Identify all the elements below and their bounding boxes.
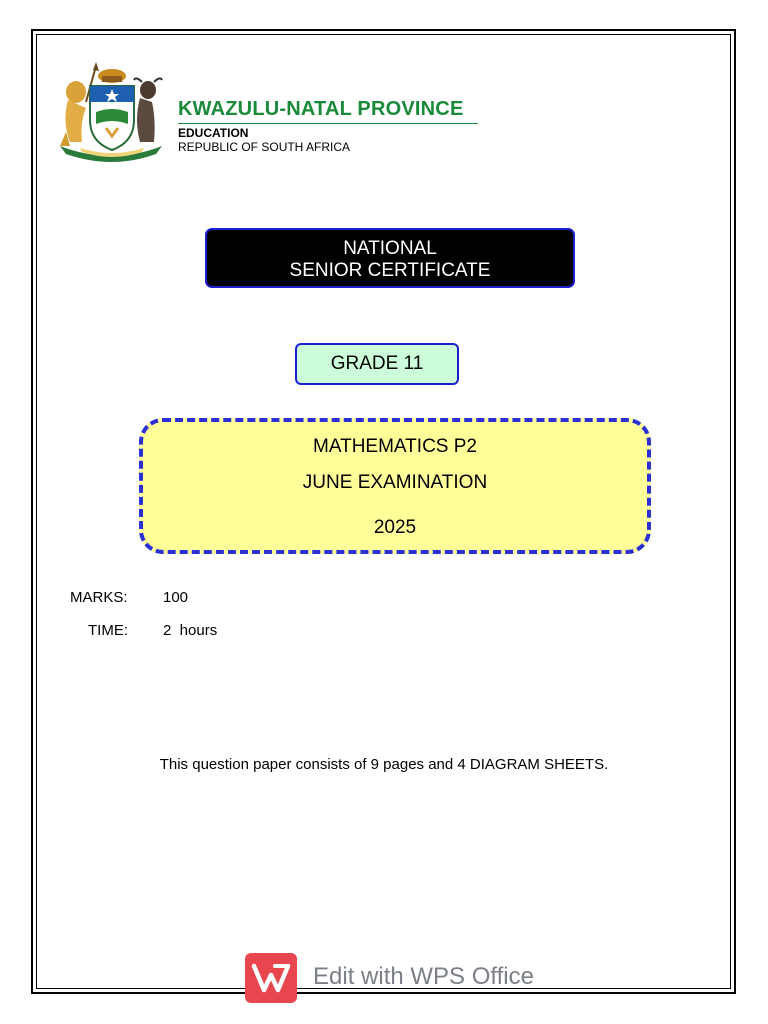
kzn-coat-of-arms-icon [56,62,166,164]
header-divider [178,123,478,124]
wps-edit-link[interactable]: Edit with WPS Office [313,963,534,990]
page-count-note: This question paper consists of 9 pages and 4 DIAGRAM SHEETS. [159,756,609,773]
wps-logo-icon[interactable] [245,953,297,1003]
certificate-line-1: NATIONAL [343,238,437,259]
province-name: KWAZULU-NATAL PROVINCE [178,98,464,120]
subject-panel [139,418,651,554]
certificate-banner [205,228,575,288]
exam-name: JUNE EXAMINATION [302,472,488,493]
country-name: REPUBLIC OF SOUTH AFRICA [178,140,351,154]
time-value: 2 hours [163,622,218,639]
exam-year: 2025 [373,517,417,538]
certificate-line-2: SENIOR CERTIFICATE [289,260,491,281]
subject-title: MATHEMATICS P2 [313,436,477,457]
marks-label: MARKS: [70,589,128,606]
time-label: TIME: [88,622,128,639]
grade-badge: GRADE 11 [295,343,459,385]
department-name: EDUCATION [178,126,249,140]
marks-value: 100 [163,589,189,606]
